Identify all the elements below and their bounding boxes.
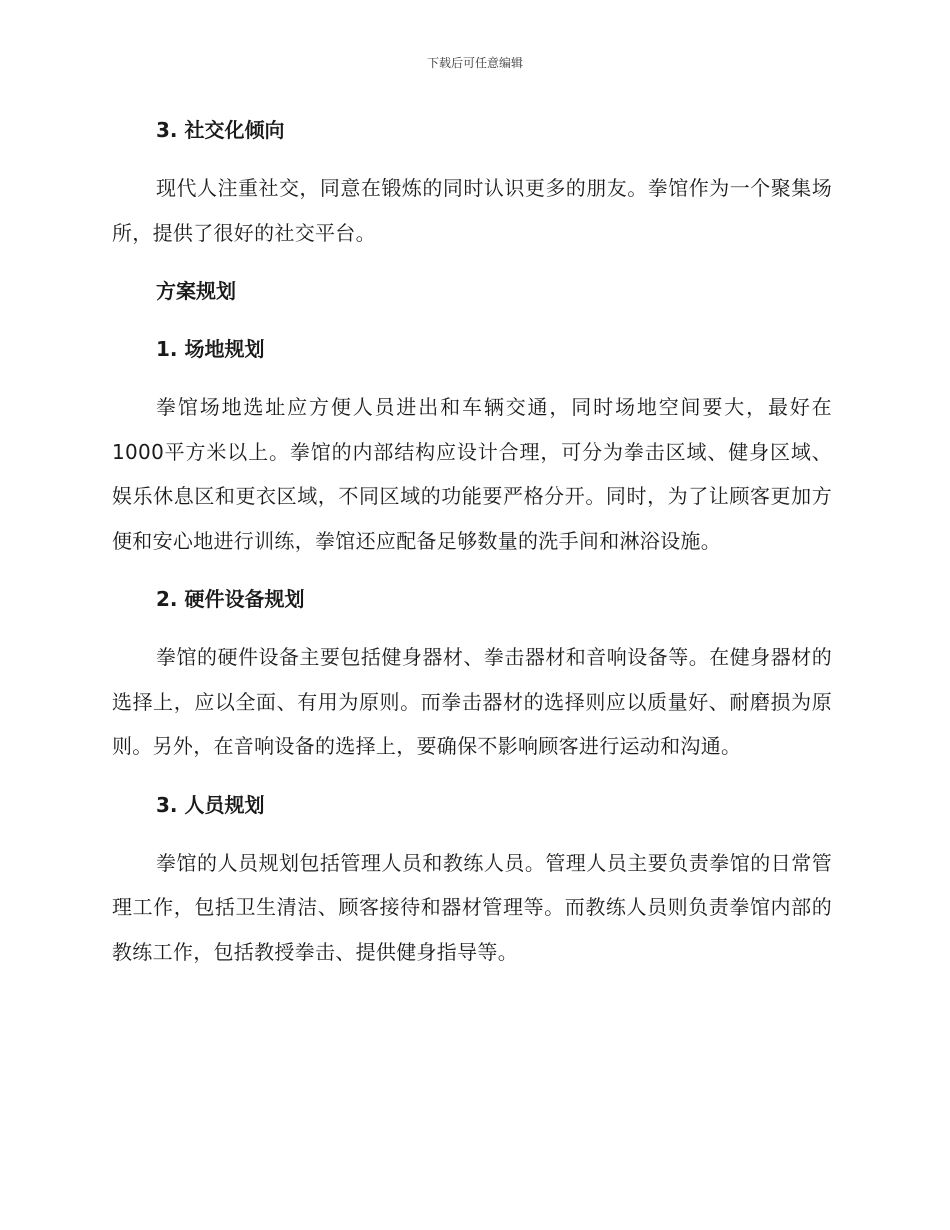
document-body bbox=[112, 108, 832, 988]
page-header: 下载后可任意编辑 bbox=[426, 56, 523, 70]
section-heading-social: 3. 社交化倾向 bbox=[156, 118, 285, 142]
paragraph-social: 现代人注重社交，同意在锻炼的同时认识更多的朋友。拳馆作为一个聚集场所，提供了很好的社交平台。 bbox=[112, 176, 832, 245]
section-heading-venue: 1. 场地规划 bbox=[156, 337, 265, 361]
section-heading-hardware: 2. 硬件设备规划 bbox=[156, 587, 305, 611]
paragraph-venue: 拳馆场地选址应方便人员进出和车辆交通，同时场地空间要大，最好在1000平方米以上。拳馆的内部结构应设计合理，可分为拳击区域、健身区域、娱乐休息区和更衣区域，不同区域的功能要严格分开。同时，为了让顾客更加方便和安心地进行训练，拳馆还应配备足够数量的洗手间和淋浴设施。 bbox=[112, 395, 832, 553]
section-heading-plan: 方案规划 bbox=[156, 279, 236, 303]
paragraph-hardware: 拳馆的硬件设备主要包括健身器材、拳击器材和音响设备等。在健身器材的选择上，应以全面、有用为原则。而拳击器材的选择则应以质量好、耐磨损为原则。另外，在音响设备的选择上，要确保不影响顾客进行运动和沟通。 bbox=[112, 645, 832, 758]
section-heading-staff: 3. 人员规划 bbox=[156, 792, 265, 817]
paragraph-staff: 拳馆的人员规划包括管理人员和教练人员。管理人员主要负责拳馆的日常管理工作，包括卫生清洁、顾客接待和器材管理等。而教练人员则负责拳馆内部的教练工作，包括教授拳击、提供健身指导等。 bbox=[112, 850, 832, 964]
